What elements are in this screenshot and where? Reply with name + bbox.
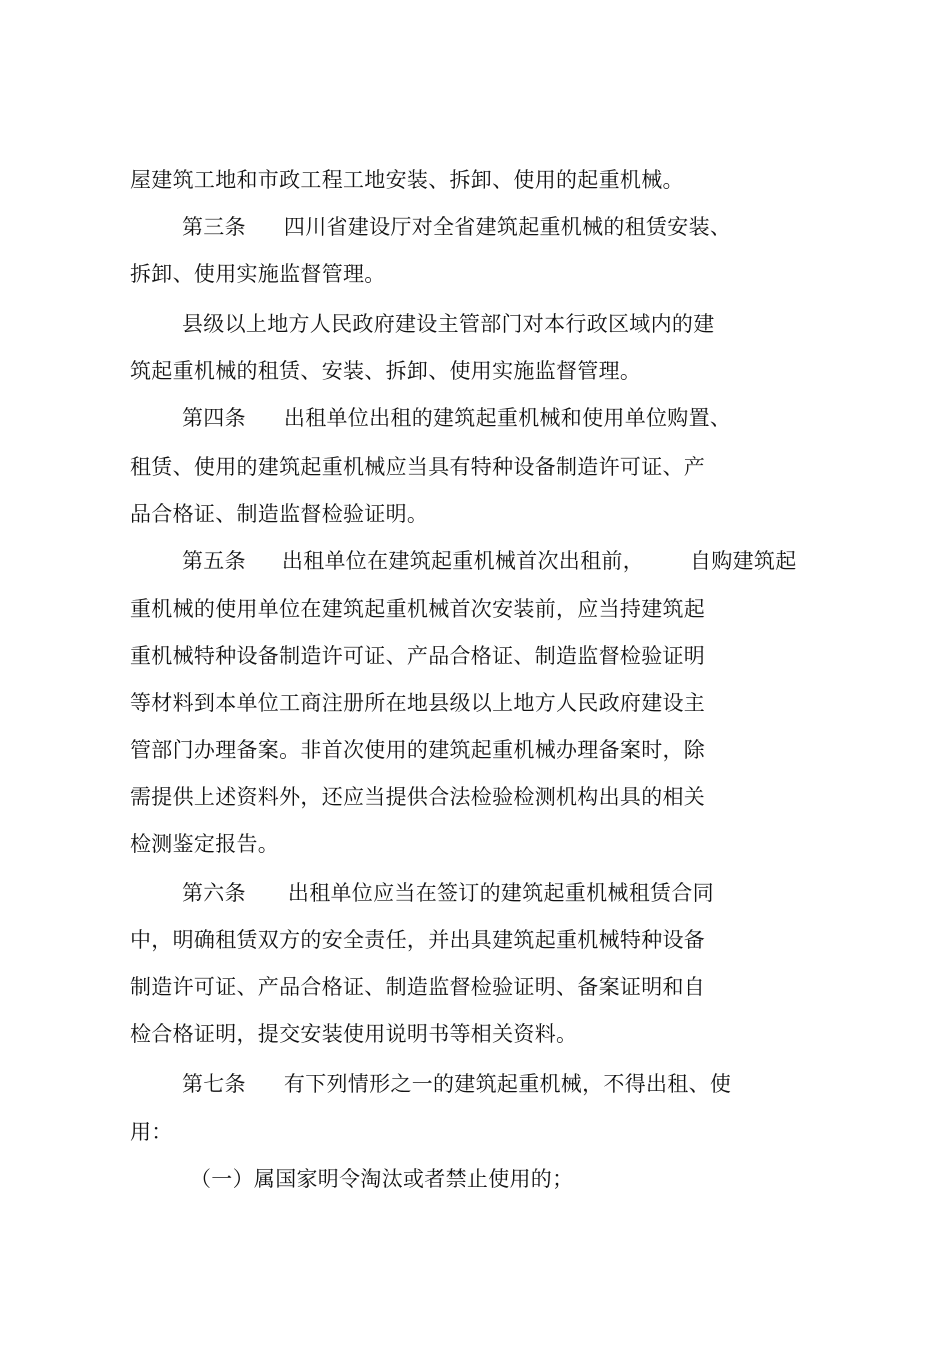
text-line: 拆卸、使用实施监督管理。 [130, 262, 386, 286]
article-4-label: 第四条 [182, 406, 246, 430]
article-5-label: 第五条 [182, 549, 246, 573]
article-7-label: 第七条 [182, 1072, 246, 1096]
article-5-text: 出租单位在建筑起重机械首次出租前， [281, 549, 645, 573]
article-6-line [182, 878, 714, 908]
text-line: 重机械特种设备制造许可证、产品合格证、制造监督检验证明 [130, 644, 706, 668]
text-line: 检测鉴定报告。 [130, 832, 280, 856]
text-line: 等材料到本单位工商注册所在地县级以上地方人民政府建设主 [130, 691, 706, 715]
article-7-text: 有下列情形之一的建筑起重机械，不得出租、使 [283, 1072, 732, 1096]
article-3-label: 第三条 [182, 215, 246, 239]
text-line: 租赁、使用的建筑起重机械应当具有特种设备制造许可证、产 [130, 455, 706, 479]
list-item: （一）属国家明令淘汰或者禁止使用的； [190, 1167, 574, 1191]
article-3-line [182, 212, 731, 242]
text-line: 用： [130, 1120, 173, 1144]
article-5-line [182, 546, 797, 576]
text-line: 屋建筑工地和市政工程工地安装、拆卸、使用的起重机械。 [130, 168, 684, 192]
article-5-text-continued: 自购建筑起 [690, 549, 797, 573]
text-line: 管部门办理备案。非首次使用的建筑起重机械办理备案时，除 [130, 738, 706, 762]
article-7-line [182, 1069, 731, 1099]
text-line: 筑起重机械的租赁、安装、拆卸、使用实施监督管理。 [130, 359, 642, 383]
article-3-text: 四川省建设厅对全省建筑起重机械的租赁安装、 [283, 215, 732, 239]
article-4-text: 出租单位出租的建筑起重机械和使用单位购置、 [283, 406, 732, 430]
text-line: 中，明确租赁双方的安全责任，并出具建筑起重机械特种设备 [130, 928, 706, 952]
text-line: 重机械的使用单位在建筑起重机械首次安装前，应当持建筑起 [130, 597, 706, 621]
article-4-line [182, 403, 731, 433]
text-line: 制造许可证、产品合格证、制造监督检验证明、备案证明和自 [130, 975, 706, 999]
article-6-text: 出租单位应当在签订的建筑起重机械租赁合同 [287, 881, 714, 905]
text-line: 品合格证、制造监督检验证明。 [130, 502, 429, 526]
text-line: 需提供上述资料外，还应当提供合法检验检测机构出具的相关 [130, 785, 706, 809]
text-line: 县级以上地方人民政府建设主管部门对本行政区域内的建 [182, 312, 715, 336]
article-6-label: 第六条 [182, 881, 246, 905]
text-line: 检合格证明，提交安装使用说明书等相关资料。 [130, 1022, 578, 1046]
